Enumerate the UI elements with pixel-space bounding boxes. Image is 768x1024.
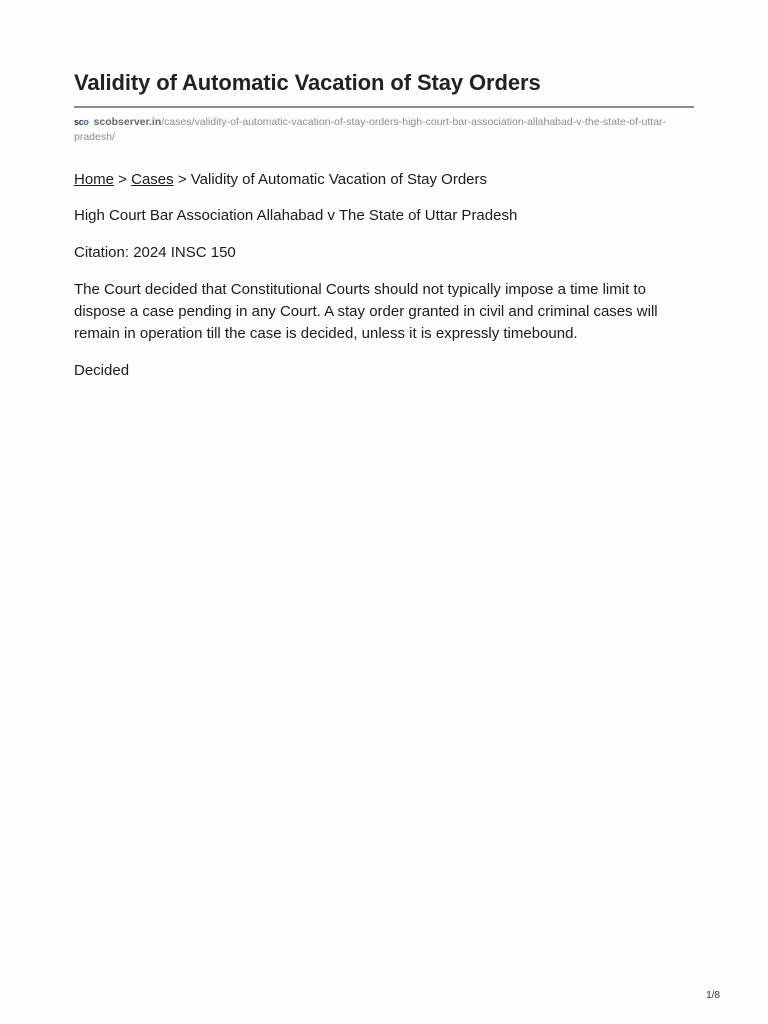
case-parties: High Court Bar Association Allahabad v The State of Uttar Pradesh: [74, 207, 518, 224]
page-title: Validity of Automatic Vacation of Stay Orders: [74, 70, 541, 95]
source-path: /cases/validity-of-automatic-vacation-of-stay-orders-high-court-bar-association-allahabad-v-the-state-of-uttar-pradesh/: [74, 116, 667, 143]
breadcrumb-current: Validity of Automatic Vacation of Stay Orders: [190, 171, 488, 188]
source-domain: scobserver.in: [93, 116, 162, 128]
page-number: 1/8: [706, 990, 720, 1001]
case-status: Decided: [74, 362, 130, 379]
case-citation: Citation: 2024 INSC 150: [74, 244, 236, 261]
source-url[interactable]: [74, 115, 694, 145]
breadcrumb-home-link[interactable]: Home: [74, 171, 115, 188]
breadcrumb-cases-link[interactable]: Cases: [131, 171, 174, 188]
title-divider: [74, 106, 694, 108]
case-summary: The Court decided that Constitutional Courts should not typically impose a time limit to dispose a case pending in any Court. A stay order granted in civil and criminal cases will remain in operation till the case is decided, unless it is expressly timebound.: [74, 281, 658, 342]
site-logo-accent: o: [83, 117, 89, 127]
site-logo-icon: [74, 115, 89, 130]
breadcrumb-separator: >: [173, 171, 191, 188]
site-logo-text: sc: [74, 117, 84, 127]
breadcrumb-separator: >: [114, 171, 132, 188]
breadcrumb: [74, 170, 487, 190]
